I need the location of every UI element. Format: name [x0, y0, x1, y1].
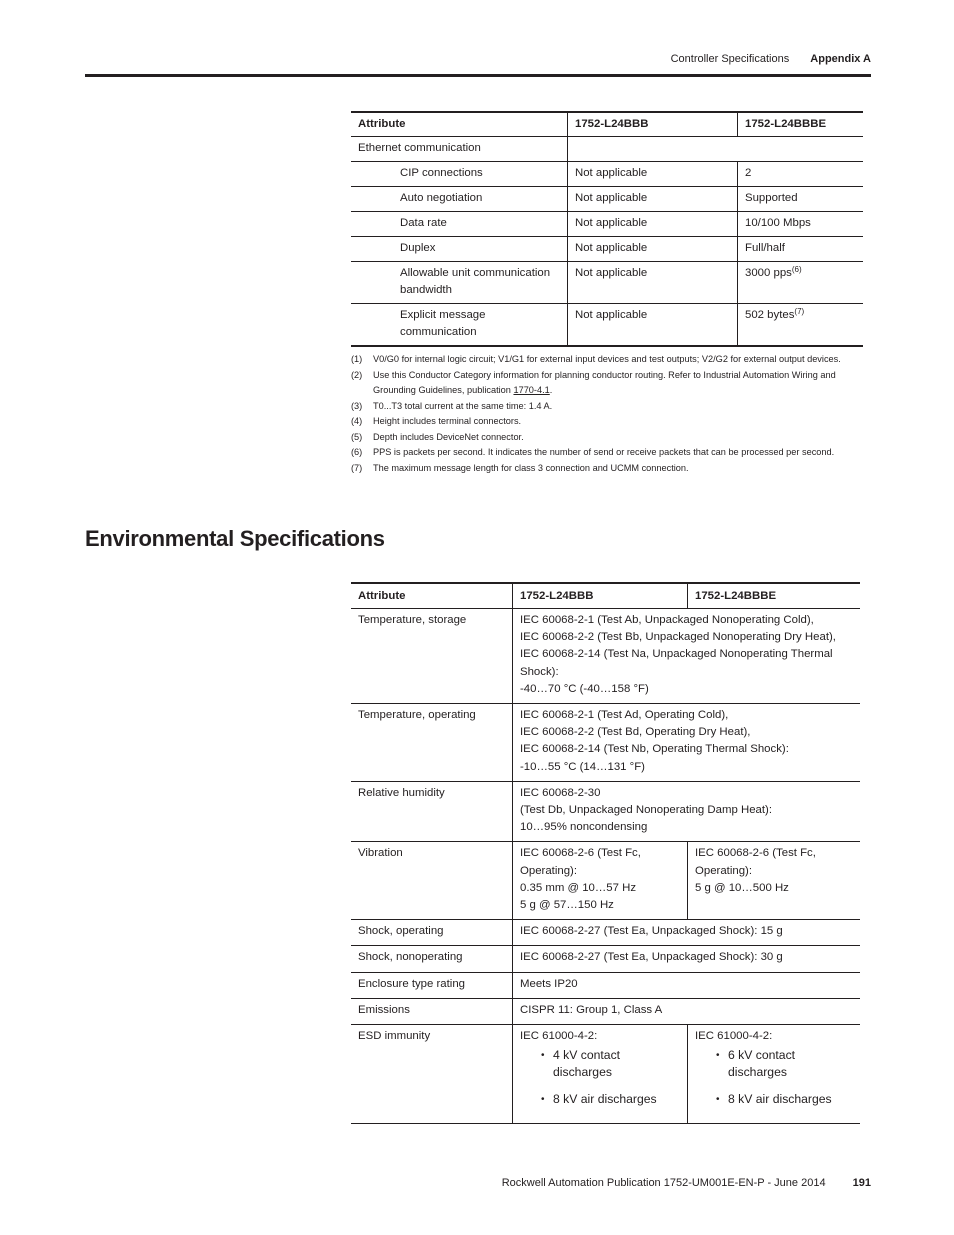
row-value-bbbe — [688, 842, 861, 920]
col-header-bbb: 1752-L24BBB — [568, 112, 738, 137]
footnote-text: V0/G0 for internal logic circuit; V1/G1 for external input devices and test outputs; V2/G2 for external output devices. — [373, 354, 841, 364]
row-value-bbbe: 2 — [738, 162, 864, 187]
list-item: • 8 kV air discharges — [695, 1091, 853, 1108]
row-value — [513, 781, 861, 842]
value-line: IEC 60068-2-30 — [520, 786, 601, 799]
table-row — [351, 946, 860, 972]
footnote-ref: (7) — [794, 307, 805, 316]
footnote — [351, 399, 863, 415]
footnote-number: (3) — [351, 400, 363, 411]
page-number: 191 — [852, 1177, 871, 1189]
value-line: IEC 61000-4-2: — [520, 1030, 598, 1043]
row-group-label: Ethernet communication — [358, 142, 481, 154]
row-value-bbb: Not applicable — [568, 212, 738, 237]
list-item: • 4 kV contact discharges — [520, 1047, 680, 1081]
row-attribute: Emissions — [351, 998, 513, 1024]
section-heading: Environmental Specifications — [85, 526, 385, 551]
row-attribute: Enclosure type rating — [351, 972, 513, 998]
row-attribute: Temperature, storage — [351, 609, 513, 704]
page-footer — [502, 1177, 871, 1189]
list-item: • 6 kV contact discharges — [695, 1047, 853, 1081]
row-value-bbb — [513, 842, 688, 920]
table-cell — [568, 137, 864, 162]
row-value-bbbe — [738, 262, 864, 304]
row-value-bbbe: Full/half — [738, 237, 864, 262]
value-line: (Test Db, Unpackaged Nonoperating Damp Heat): — [520, 804, 772, 817]
publication-link[interactable]: 1770-4.1 — [513, 385, 550, 395]
footnote-number: (4) — [351, 416, 363, 426]
col-header-attribute: Attribute — [351, 112, 568, 137]
table-row — [351, 842, 860, 920]
list-item: • 8 kV air discharges — [520, 1091, 680, 1108]
environmental-specs-table — [351, 582, 860, 1124]
value-line: IEC 60068-2-1 (Test Ab, Unpackaged Nonoperating Cold), — [520, 614, 814, 626]
value-line: -40…70 °C (-40…158 °F) — [520, 682, 649, 695]
table-row — [351, 187, 863, 212]
row-value-bbbe: 10/100 Mbps — [738, 212, 864, 237]
value-line: IEC 60068-2-14 (Test Nb, Operating Thermal Shock): — [520, 743, 789, 756]
footnote — [351, 414, 863, 430]
footnote-number: (7) — [351, 462, 363, 473]
bullet-list — [695, 1047, 853, 1108]
footnote-text: The maximum message length for class 3 connection and UCMM connection. — [373, 462, 689, 473]
footnote-number: (5) — [351, 431, 363, 442]
table-row — [351, 262, 863, 304]
row-attribute: Data rate — [351, 212, 568, 237]
footnote — [351, 445, 863, 461]
col-header-bbb: 1752-L24BBB — [513, 583, 688, 609]
row-value-bbbe — [688, 1025, 861, 1124]
row-value-bbb: Not applicable — [568, 187, 738, 212]
footnote-text: Use this Conductor Category information for planning conductor routing. Refer to Industrial Automation Wiring and Grounding Guidelines, publication — [373, 369, 836, 395]
row-value-bbb — [513, 1025, 688, 1124]
table-row — [351, 998, 860, 1024]
value-line: 10…95% noncondensing — [520, 821, 648, 834]
value-line: IEC 61000-4-2: — [695, 1030, 773, 1043]
header-section-title: Controller Specifications — [670, 53, 790, 65]
value-line: 5 g @ 57…150 Hz — [520, 899, 614, 912]
value-line: IEC 60068-2-14 (Test Na, Unpackaged Nonoperating Thermal Shock): — [520, 648, 833, 678]
row-attribute: Duplex — [351, 237, 568, 262]
table-row — [351, 137, 863, 162]
publication-info: Rockwell Automation Publication 1752-UM001E-EN-P - June 2014 — [501, 1177, 826, 1189]
value-text: 502 bytes — [745, 309, 795, 321]
value-line: IEC 60068-2-6 (Test Fc, Operating): — [695, 847, 816, 877]
col-header-bbbe: 1752-L24BBBE — [688, 583, 861, 609]
footnote-text: Depth includes DeviceNet connector. — [373, 431, 524, 442]
row-value-bbb: Not applicable — [568, 262, 738, 304]
bullet-list — [520, 1047, 680, 1108]
footnote — [351, 368, 863, 399]
row-value-bbb: Not applicable — [568, 162, 738, 187]
value-line: -10…55 °C (14…131 °F) — [520, 760, 645, 773]
footnote-number: (1) — [351, 354, 363, 364]
footnote-text: Height includes terminal connectors. — [373, 416, 522, 426]
row-value: CISPR 11: Group 1, Class A — [513, 998, 861, 1024]
table-row — [351, 1025, 860, 1124]
col-header-bbbe: 1752-L24BBBE — [738, 112, 864, 137]
row-attribute: Temperature, operating — [351, 704, 513, 782]
value-line: IEC 60068-2-2 (Test Bb, Unpackaged Nonoperating Dry Heat), — [520, 631, 836, 644]
row-attribute: Shock, nonoperating — [351, 946, 513, 972]
row-attribute: CIP connections — [351, 162, 568, 187]
value-line: IEC 60068-2-2 (Test Bd, Operating Dry Heat), — [520, 726, 751, 739]
table-row — [351, 609, 860, 704]
table-row — [351, 304, 863, 347]
row-value-bbbe: Supported — [738, 187, 864, 212]
table-header-row — [351, 583, 860, 609]
value-line: 0.35 mm @ 10…57 Hz — [520, 881, 637, 894]
footnote-ref: (6) — [791, 265, 802, 274]
footnote-text: PPS is packets per second. It indicates the number of send or receive packets that can be processed per second. — [373, 447, 835, 457]
row-value — [513, 704, 861, 782]
footnote — [351, 461, 863, 477]
row-attribute: Vibration — [351, 842, 513, 920]
table-row — [351, 212, 863, 237]
row-attribute: Shock, operating — [351, 920, 513, 946]
footnotes — [351, 352, 863, 476]
row-attribute: Allowable unit communication bandwidth — [351, 262, 568, 304]
row-attribute: Relative humidity — [351, 781, 513, 842]
footnote-text-end: . — [549, 385, 553, 395]
row-attribute: Auto negotiation — [351, 187, 568, 212]
row-attribute: Explicit message communication — [351, 304, 568, 347]
value-line: IEC 60068-2-6 (Test Fc, Operating): — [520, 847, 641, 877]
footnote — [351, 430, 863, 446]
value-line: 5 g @ 10…500 Hz — [695, 881, 789, 894]
footnote-text: T0...T3 total current at the same time: 1.4 A. — [373, 400, 553, 411]
header-rule — [85, 74, 871, 77]
row-value: IEC 60068-2-27 (Test Ea, Unpackaged Shock): 30 g — [513, 946, 861, 972]
controller-specs-table — [351, 111, 863, 347]
table-row — [351, 237, 863, 262]
table-header-row — [351, 112, 863, 137]
footnote — [351, 352, 863, 368]
col-header-attribute: Attribute — [351, 583, 513, 609]
row-value-bbb: Not applicable — [568, 237, 738, 262]
header-appendix: Appendix A — [810, 53, 871, 65]
running-header — [671, 53, 871, 65]
table-row — [351, 162, 863, 187]
row-value-bbb: Not applicable — [568, 304, 738, 347]
table-row — [351, 781, 860, 842]
value-line: IEC 60068-2-1 (Test Ad, Operating Cold), — [520, 709, 729, 722]
table-row — [351, 972, 860, 998]
footnote-number: (6) — [351, 447, 363, 457]
table-row — [351, 704, 860, 782]
row-value: IEC 60068-2-27 (Test Ea, Unpackaged Shock): 15 g — [513, 920, 861, 946]
value-text: 3000 pps — [745, 267, 792, 279]
row-attribute: ESD immunity — [351, 1025, 513, 1124]
footnote-number: (2) — [351, 369, 363, 380]
row-value: Meets IP20 — [513, 972, 861, 998]
table-row — [351, 920, 860, 946]
row-value-bbbe — [738, 304, 864, 347]
row-value — [513, 609, 861, 704]
